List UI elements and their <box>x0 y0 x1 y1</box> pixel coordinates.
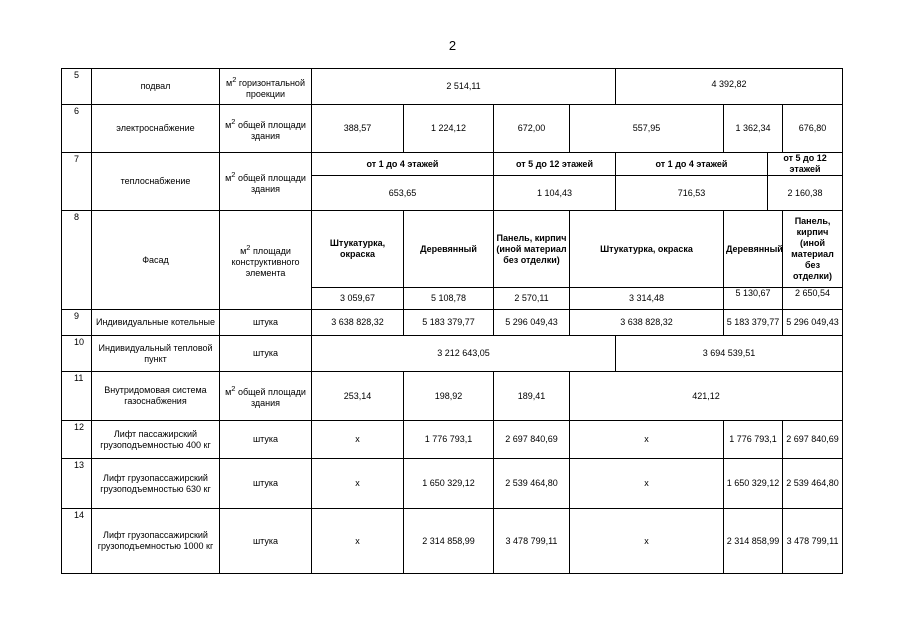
row-unit: $м^2$ общей площади здания <box>220 153 312 211</box>
value-cell: 5 130,67 <box>724 288 783 310</box>
value-cell: 2 650,54 <box>783 288 843 310</box>
value-cell: 5 183 379,77 <box>404 310 494 336</box>
row-number: 14 <box>62 509 92 574</box>
value-cell: 421,12 <box>570 372 843 421</box>
value-cell: 3 638 828,32 <box>570 310 724 336</box>
row-name: Индивидуальный тепловой пункт <box>92 336 220 372</box>
row-number: 13 <box>62 459 92 509</box>
row-unit: штука <box>220 336 312 372</box>
value-cell: 2 514,11 <box>312 69 616 105</box>
row-unit: $м^2$ горизонтальной проекции <box>220 69 312 105</box>
floor-header: от 1 до 4 этажей <box>312 153 494 176</box>
row-unit: $м^2$ площади конструктивного элемента <box>220 211 312 310</box>
row-number: 7 <box>62 153 92 211</box>
value-cell: 3 694 539,51 <box>616 336 843 372</box>
table-row <box>62 372 843 421</box>
row-number: 8 <box>62 211 92 310</box>
material-header: Деревянный <box>404 211 494 288</box>
value-cell: 653,65 <box>312 176 494 211</box>
row-number: 11 <box>62 372 92 421</box>
value-cell: 253,14 <box>312 372 404 421</box>
value-cell: 3 478 799,11 <box>783 509 843 574</box>
material-header: Штукатурка, окраска <box>570 211 724 288</box>
row-number: 10 <box>62 336 92 372</box>
value-cell: 5 296 049,43 <box>494 310 570 336</box>
page-number: 2 <box>448 38 457 53</box>
row-name: Фасад <box>92 211 220 310</box>
material-header: Панель, кирпич (иной материал без отделки) <box>494 211 570 288</box>
row-name: теплоснабжение <box>92 153 220 211</box>
value-cell: 1 224,12 <box>404 105 494 153</box>
table-row <box>62 105 843 153</box>
value-cell: 189,41 <box>494 372 570 421</box>
value-cell: 1 776 793,1 <box>724 421 783 459</box>
row-number: 5 <box>62 69 92 105</box>
value-cell: x <box>570 509 724 574</box>
value-cell: 3 314,48 <box>570 288 724 310</box>
table-row <box>62 153 843 176</box>
value-cell: 2 539 464,80 <box>783 459 843 509</box>
row-name: подвал <box>92 69 220 105</box>
value-cell: 3 059,67 <box>312 288 404 310</box>
table-row <box>62 336 843 372</box>
row-unit: $м^2$ общей площади здания <box>220 372 312 421</box>
table-row <box>62 211 843 288</box>
row-unit: штука <box>220 310 312 336</box>
value-cell: 2 314 858,99 <box>724 509 783 574</box>
table-row <box>62 509 843 574</box>
value-cell: 1 650 329,12 <box>404 459 494 509</box>
value-cell: x <box>312 421 404 459</box>
row-unit: штука <box>220 421 312 459</box>
material-header: Штукатурка, окраска <box>312 211 404 288</box>
value-cell: 4 392,82 <box>616 69 843 105</box>
value-cell: x <box>570 459 724 509</box>
row-unit: $м^2$ общей площади здания <box>220 105 312 153</box>
value-cell: 3 638 828,32 <box>312 310 404 336</box>
value-cell: 1 362,34 <box>724 105 783 153</box>
value-cell: 676,80 <box>783 105 843 153</box>
row-unit: штука <box>220 459 312 509</box>
row-number: 6 <box>62 105 92 153</box>
value-cell: 3 212 643,05 <box>312 336 616 372</box>
row-number: 9 <box>62 310 92 336</box>
table-row <box>62 459 843 509</box>
value-cell: 2 570,11 <box>494 288 570 310</box>
value-cell: 5 108,78 <box>404 288 494 310</box>
table-row <box>62 421 843 459</box>
value-cell: 1 650 329,12 <box>724 459 783 509</box>
value-cell: x <box>312 509 404 574</box>
row-name: Индивидуальные котельные <box>92 310 220 336</box>
row-name: Лифт грузопассажирский грузоподъемностью 1000 кг <box>92 509 220 574</box>
table-row <box>62 69 843 105</box>
value-cell: 2 160,38 <box>768 176 843 211</box>
value-cell: 2 539 464,80 <box>494 459 570 509</box>
value-cell: 716,53 <box>616 176 768 211</box>
row-name: электроснабжение <box>92 105 220 153</box>
value-cell: 3 478 799,11 <box>494 509 570 574</box>
value-cell: 2 697 840,69 <box>494 421 570 459</box>
value-cell: 2 697 840,69 <box>783 421 843 459</box>
row-name: Лифт грузопассажирский грузоподъемностью 630 кг <box>92 459 220 509</box>
value-cell: 198,92 <box>404 372 494 421</box>
row-unit: штука <box>220 509 312 574</box>
floor-header: от 5 до 12 этажей <box>768 153 843 176</box>
row-name: Внутридомовая система газоснабжения <box>92 372 220 421</box>
value-cell: 672,00 <box>494 105 570 153</box>
material-header: Панель, кирпич (иной материал без отделки) <box>783 211 843 288</box>
cost-table <box>61 68 843 574</box>
value-cell: 5 183 379,77 <box>724 310 783 336</box>
value-cell: 557,95 <box>570 105 724 153</box>
floor-header: от 5 до 12 этажей <box>494 153 616 176</box>
value-cell: 1 776 793,1 <box>404 421 494 459</box>
value-cell: 1 104,43 <box>494 176 616 211</box>
table-row <box>62 310 843 336</box>
row-name: Лифт пассажирский грузоподъемностью 400 кг <box>92 421 220 459</box>
value-cell: 2 314 858,99 <box>404 509 494 574</box>
value-cell: 5 296 049,43 <box>783 310 843 336</box>
row-number: 12 <box>62 421 92 459</box>
value-cell: 388,57 <box>312 105 404 153</box>
value-cell: x <box>570 421 724 459</box>
floor-header: от 1 до 4 этажей <box>616 153 768 176</box>
value-cell: x <box>312 459 404 509</box>
material-header: Деревянный <box>724 211 783 288</box>
